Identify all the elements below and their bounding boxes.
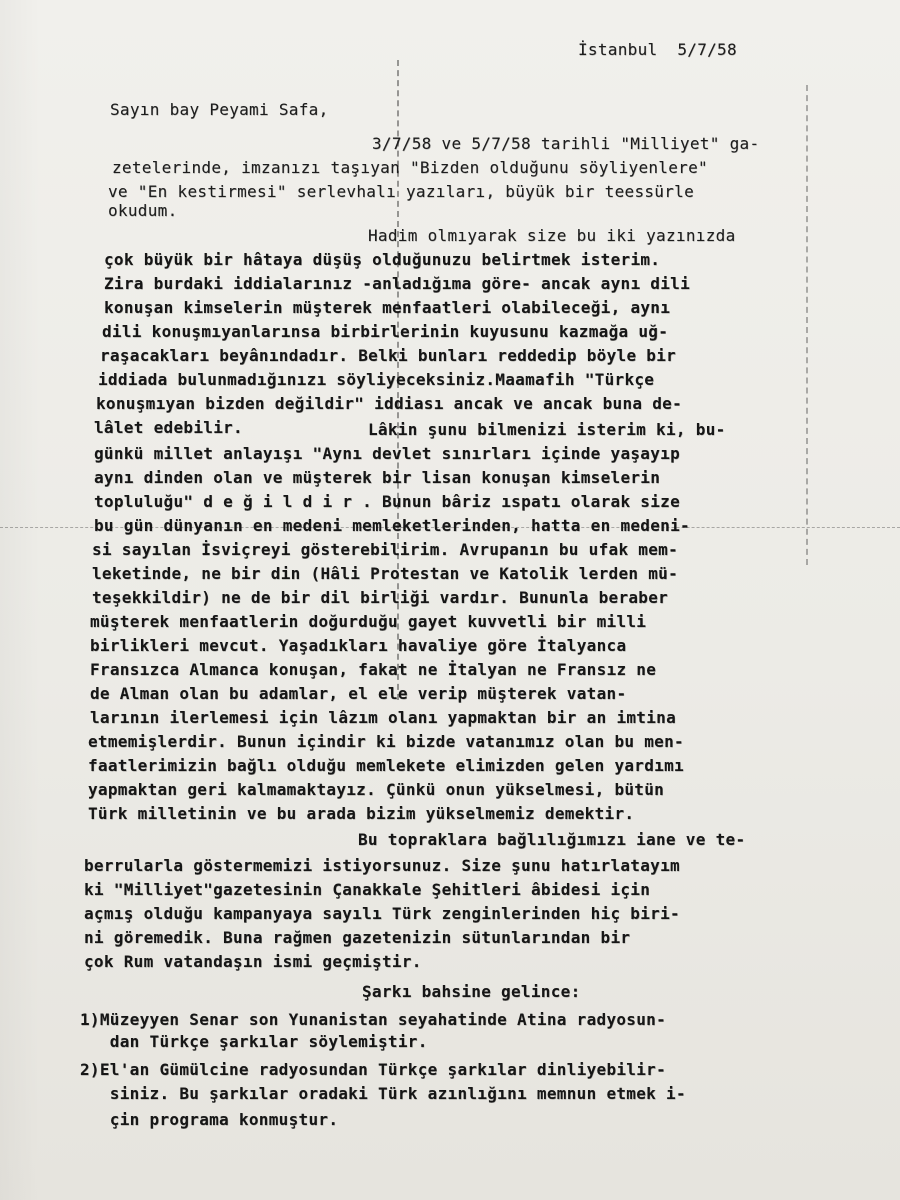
paragraph-2-line-7: iddiada bulunmadığınızı söyliyeceksiniz.Maamafih "Türkçe bbox=[98, 370, 655, 389]
paragraph-5-line-6: çin programa konmuştur. bbox=[80, 1110, 339, 1129]
paragraph-4-line-5: ni göremedik. Buna rağmen gazetenizin sütunlarından bir bbox=[84, 928, 631, 947]
paragraph-5-line-3: dan Türkçe şarkılar söylemiştir. bbox=[80, 1032, 428, 1051]
paragraph-2-line-2: çok büyük bir hâtaya düşüş olduğunuzu belirtmek isterim. bbox=[104, 250, 661, 269]
paragraph-3-line-11: Fransızca Almanca konuşan, fakat ne İtalyan ne Fransız ne bbox=[90, 660, 657, 679]
paragraph-2-line-1: Hadim olmıyarak size bu iki yazınızda bbox=[368, 226, 736, 245]
paragraph-5-line-4: 2)El'an Gümülcine radyosundan Türkçe şarkılar dinliyebilir- bbox=[80, 1060, 667, 1079]
paragraph-5-line-5: siniz. Bu şarkılar oradaki Türk azınlığını memnun etmek i- bbox=[80, 1084, 686, 1103]
fold-line-vertical-right bbox=[806, 85, 808, 565]
paragraph-2-line-4: konuşan kimselerin müşterek menfaatleri olabileceği, aynı bbox=[104, 298, 671, 317]
paragraph-4-line-4: açmış olduğu kampanyaya sayılı Türk zenginlerinden hiç biri- bbox=[84, 904, 680, 923]
paragraph-1-line-2: zetelerinde, imzanızı taşıyan "Bizden olduğunu söyliyenlere" bbox=[112, 158, 708, 177]
paragraph-2-line-8: konuşmıyan bizden değildir" iddiası ancak ve ancak buna de- bbox=[96, 394, 683, 413]
paragraph-3-line-14: etmemişlerdir. Bunun içindir ki bizde vatanımız olan bu men- bbox=[88, 732, 684, 751]
paragraph-4-line-3: ki "Milliyet"gazetesinin Çanakkale Şehitleri âbidesi için bbox=[84, 880, 651, 899]
paragraph-3-line-5: bu gün dünyanın en medeni memleketlerinden, hatta en medeni- bbox=[94, 516, 690, 535]
paragraph-3-line-13: larının ilerlemesi için lâzım olanı yapmaktan bir an imtina bbox=[90, 708, 677, 727]
paragraph-3-line-7: leketinde, ne bir din (Hâli Protestan ve Katolik lerden mü- bbox=[92, 564, 679, 583]
paragraph-4-line-2: berrularla göstermemizi istiyorsunuz. Size şunu hatırlatayım bbox=[84, 856, 680, 875]
paragraph-4-line-1: Bu topraklara bağlılığımızı iane ve te- bbox=[358, 830, 746, 849]
place-date: İstanbul 5/7/58 bbox=[578, 40, 737, 59]
paragraph-3-line-2: günkü millet anlayışı "Aynı devlet sınırları içinde yaşayıp bbox=[94, 444, 681, 463]
paragraph-3-line-10: birlikleri mevcut. Yaşadıkları havaliye göre İtalyanca bbox=[90, 636, 627, 655]
paragraph-5-line-2: 1)Müzeyyen Senar son Yunanistan seyahatinde Atina radyosun- bbox=[80, 1010, 667, 1029]
paragraph-3-line-12: de Alman olan bu adamlar, el ele verip müşterek vatan- bbox=[90, 684, 627, 703]
paragraph-5-line-1: Şarkı bahsine gelince: bbox=[362, 982, 581, 1001]
paragraph-3-line-16: yapmaktan geri kalmamaktayız. Çünkü onun yükselmesi, bütün bbox=[88, 780, 665, 799]
paragraph-2-line-3: Zira burdaki iddialarınız -anladığıma göre- ancak aynı dili bbox=[104, 274, 691, 293]
paragraph-3-line-9: müşterek menfaatlerin doğurduğu gayet kuvvetli bir milli bbox=[90, 612, 647, 631]
paragraph-3-line-3: aynı dinden olan ve müşterek bir lisan konuşan kimselerin bbox=[94, 468, 661, 487]
paragraph-3-line-15: faatlerimizin bağlı olduğu memlekete elimizden gelen yardımı bbox=[88, 756, 684, 775]
paragraph-1-line-4: okudum. bbox=[108, 201, 178, 220]
salutation: Sayın bay Peyami Safa, bbox=[110, 100, 329, 119]
paragraph-2-line-6: raşacakları beyânındadır. Belki bunları reddedip böyle bir bbox=[100, 346, 677, 365]
paragraph-2-line-5: dili konuşmıyanlarınsa birbirlerinin kuyusunu kazmağa uğ- bbox=[102, 322, 669, 341]
paragraph-4-line-6: çok Rum vatandaşın ismi geçmiştir. bbox=[84, 952, 422, 971]
paragraph-2-line-9: lâlet edebilir. bbox=[94, 418, 243, 437]
paragraph-3-line-6: si sayılan İsviçreyi gösterebilirim. Avrupanın bu ufak mem- bbox=[92, 540, 679, 559]
paragraph-3-line-8: teşekkildir) ne de bir dil birliği vardır. Bununla beraber bbox=[92, 588, 669, 607]
paragraph-3-line-4: topluluğu" d e ğ i l d i r . Bunun bâriz ıspatı olarak size bbox=[94, 492, 681, 511]
paragraph-3-line-1: Lâkin şunu bilmenizi isterim ki, bu- bbox=[368, 420, 726, 439]
paragraph-3-line-17: Türk milletinin ve bu arada bizim yükselmemiz demektir. bbox=[88, 804, 635, 823]
paragraph-1-line-1: 3/7/58 ve 5/7/58 tarihli "Milliyet" ga- bbox=[372, 134, 760, 153]
paragraph-1-line-3: ve "En kestirmesi" serlevhalı yazıları, büyük bir teessürle bbox=[108, 182, 695, 201]
